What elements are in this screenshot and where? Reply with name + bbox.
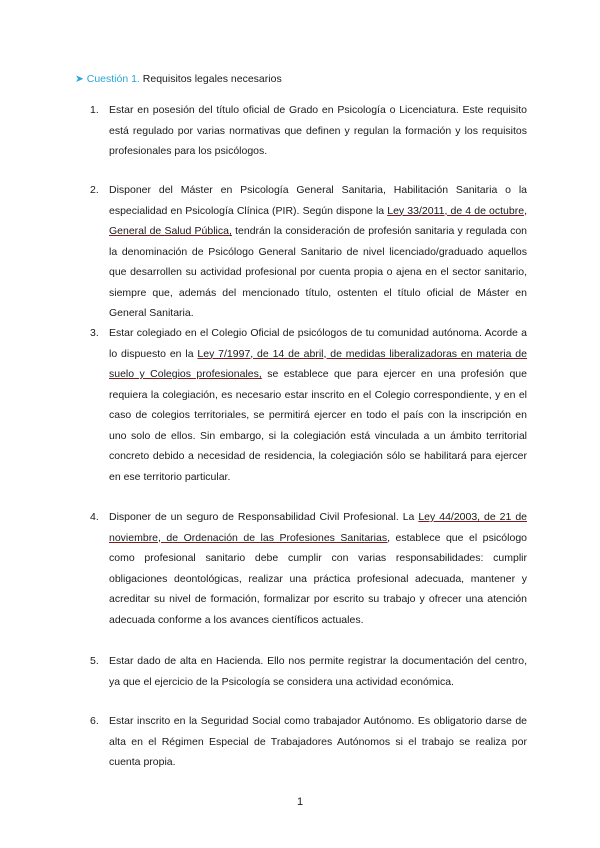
item-text: Estar en posesión del título oficial de Grado en Psicología o Licenciatura. Este requisito está regulado por varias normativas que definen y regulan la formación y los requisitos profesionales para los psicólogos. <box>109 104 527 157</box>
item-number: 6. <box>90 715 99 727</box>
item-text: Estar inscrito en la Seguridad Social como trabajador Autónomo. Es obligatorio darse de alta en el Régimen Especial de Trabajadores Autónomos si el trabajo se realiza por cuenta propia. <box>109 715 527 768</box>
section-heading <box>75 72 282 86</box>
section-title: Requisitos legales necesarios <box>142 73 282 85</box>
law-reference-link[interactable]: Ley 7/1997, de 14 de abril, de medidas liberalizadoras en materia de suelo y Colegios profesionales, <box>109 347 527 380</box>
item-number: 5. <box>90 655 99 667</box>
law-reference-link[interactable]: Ley 33/2011, de 4 de octubre, General de Salud Pública, <box>109 204 527 237</box>
page-number: 1 <box>296 796 304 808</box>
item-number: 4. <box>90 511 99 523</box>
item-number: 2. <box>90 184 99 196</box>
item-text: Disponer del Máster en Psicología General Sanitaria, Habilitación Sanitaria o la especialidad en Psicología Clínica (PIR). Según dispone la Ley 33/2011, de 4 de octubre, General de Salud Pública, tendrán la consideración de profesión sanitaria y regulada con la denominación de Psicólogo General Sanitario de nivel licenciado/graduado aquellos que desarrollen su actividad profesional por cuenta propia o ajena en el sector sanitario, siempre que, además del mencionado título, ostenten el título oficial de Máster en General Sanitaria. <box>109 184 527 319</box>
arrow-bullet-icon: ➤ <box>75 73 84 85</box>
item-text: Disponer de un seguro de Responsabilidad Civil Profesional. La Ley 44/2003, de 21 de noviembre, de Ordenación de las Profesiones Sanitarias, establece que el psicólogo como profesional sanitario debe cumplir con varias responsabilidades: cumplir obligaciones deontológicas, realizar una práctica profesional adecuada, mantener y acreditar su nivel de formación, formalizar por escrito su trabajo y ofrecer una atención adecuada conforme a los avances científicos actuales. <box>109 511 528 626</box>
law-reference-link[interactable]: Ley 44/2003, de 21 de noviembre, de Ordenación de las Profesiones Sanitarias, <box>109 511 527 544</box>
section-label: Cuestión 1. <box>86 73 140 85</box>
item-number: 1. <box>90 104 99 116</box>
item-number: 3. <box>90 327 99 339</box>
item-text: Estar dado de alta en Hacienda. Ello nos permite registrar la documentación del centro, ya que el ejercicio de la Psicología se considera una actividad económica. <box>109 655 527 688</box>
item-text: Estar colegiado en el Colegio Oficial de psicólogos de tu comunidad autónoma. Acorde a lo dispuesto en la Ley 7/1997, de 14 de abril, de medidas liberalizadoras en materia de suelo y Colegios profesionales, se establece que para ejercer en una profesión que requiera la colegiación, es necesario estar inscrito en el Colegio correspondiente, y en el caso de colegios territoriales, se permitirá ejercer en todo el país con la inscripción en uno solo de ellos. Sin embargo, si la colegiación está vinculada a un ámbito territorial concreto debido a necesidad de residencia, la colegiación sólo se habilitará para ejercer en ese territorio particular. <box>109 327 527 483</box>
